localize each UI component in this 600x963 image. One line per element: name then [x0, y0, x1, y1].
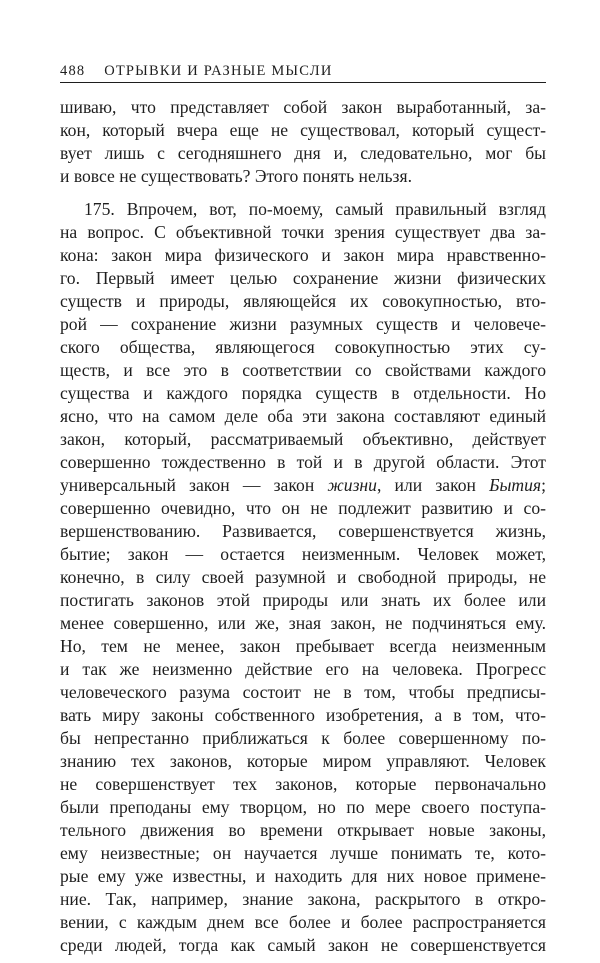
running-title: ОТРЫВКИ И РАЗНЫЕ МЫСЛИ [104, 63, 333, 79]
text-line: вершенствованию. Развивается, совершенствуется жизнь, [60, 521, 546, 541]
text-run: ; [541, 475, 546, 495]
text-run: универсальный закон — закон [60, 475, 328, 495]
text-line: совершенно очевидно, что он не подлежит развитию и со- [60, 498, 546, 518]
running-header [60, 62, 546, 80]
text-line: бытие; закон — остается неизменным. Человек может, [60, 544, 546, 564]
text-line: ществ, и все это в соответствии со свойствами каждого [60, 360, 546, 380]
text-line: ние. Так, например, знание закона, раскрытого в откро- [60, 889, 546, 909]
text-line: на вопрос. С объективной точки зрения существует два за- [60, 222, 546, 242]
page-number: 488 [60, 63, 86, 79]
text-run: , или закон [376, 475, 490, 495]
text-line: вует лишь с сегодняшнего дня и, следовательно, мог бы [60, 143, 546, 163]
text-line: шиваю, что представляет собой закон выработанный, за- [60, 97, 546, 117]
header-rule [60, 82, 546, 83]
text-line: не совершенствует тех законов, которые первоначально [60, 774, 546, 794]
text-line: ского общества, являющегося совокупностью этих су- [60, 337, 546, 357]
text-line: вать миру законы собственного изобретения, а в том, что- [60, 705, 546, 725]
section-175-first-line: 175. Впрочем, вот, по-моему, самый правильный взгляд [84, 199, 546, 219]
text-line: бы непрестанно приближаться к более совершенному по- [60, 728, 546, 748]
italic-word-bytiya: Бытия [489, 475, 542, 495]
text-line: и так же неизменно действие его на человека. Прогресс [60, 659, 546, 679]
text-line: го. Первый имеет целью сохранение жизни физических [60, 268, 546, 288]
text-line [60, 474, 546, 497]
text-line: ясно, что на самом деле оба эти закона составляют единый [60, 406, 546, 426]
text-line: знанию тех законов, которые миром управляют. Человек [60, 751, 546, 771]
text-line: и вовсе не существовать? Этого понять нельзя. [60, 166, 412, 186]
text-line: кона: закон мира физического и закон мира нравственно- [60, 245, 546, 265]
text-line: существа и каждого порядка существ в отдельности. Но [60, 383, 546, 403]
text-line: вении, с каждым днем все более и более распространяется [60, 912, 546, 932]
text-line: ему неизвестные; он научается лучше понимать те, кото- [60, 843, 546, 863]
text-line: были преподаны ему творцом, но по мере своего поступа- [60, 797, 546, 817]
text-line: тельного движения во времени открывает новые законы, [60, 820, 546, 840]
text-line: рой — сохранение жизни разумных существ и человече- [60, 314, 546, 334]
italic-word-zhizni: жизни [327, 475, 377, 495]
text-line: человеческого разума состоит не в том, чтобы предписы- [60, 682, 546, 702]
text-line: совершенно тождественно в той и в другой области. Этот [60, 452, 546, 472]
text-line: существ и природы, являющейся их совокупностью, вто- [60, 291, 546, 311]
text-line: рые ему уже известны, и находить для них новое примене- [60, 866, 546, 886]
text-line: закон, который, рассматриваемый объективно, действует [60, 429, 546, 449]
text-line: конечно, в силу своей разумной и свободной природы, не [60, 567, 546, 587]
text-line: Но, тем не менее, закон пребывает всегда неизменным [60, 636, 546, 656]
text-line: среди людей, тогда как самый закон не совершенствуется [60, 935, 546, 955]
text-line: менее совершенно, или же, зная закон, не подчиняться ему. [60, 613, 546, 633]
text-line: постигать законов этой природы или знать их более или [60, 590, 546, 610]
text-line: кон, который вчера еще не существовал, который сущест- [60, 120, 546, 140]
